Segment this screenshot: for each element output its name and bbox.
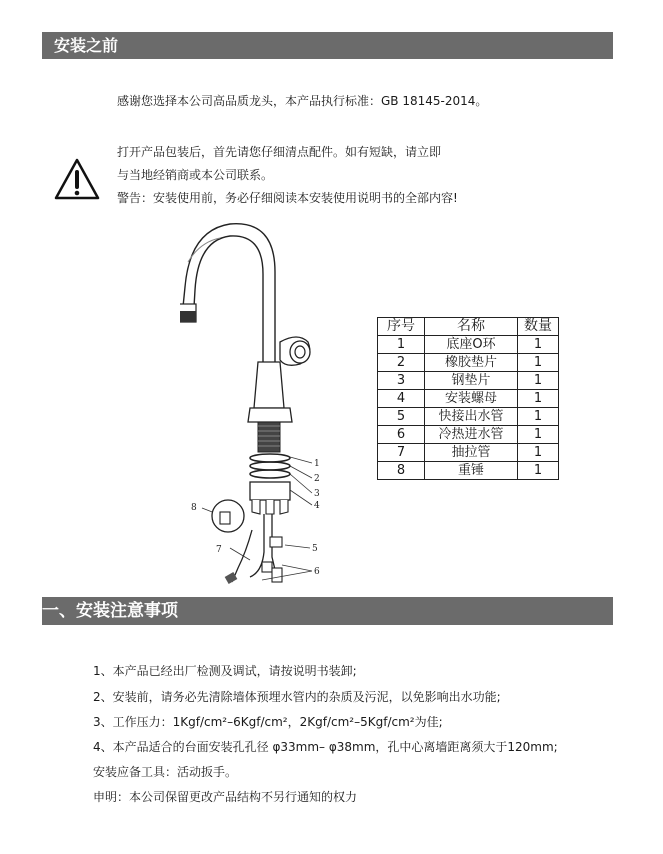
callout-3: 3 — [314, 489, 320, 499]
parts-table — [377, 317, 559, 480]
cell-qty: 1 — [518, 444, 559, 462]
callout-5: 5 — [312, 544, 318, 554]
cell-name: 底座O环 — [425, 336, 518, 354]
cell-name: 快接出水管 — [425, 408, 518, 426]
section-title: 一、安装注意事项 — [42, 601, 178, 621]
tools-note: 安装应备工具：活动扳手。 — [93, 765, 238, 779]
cell-qty: 1 — [518, 462, 559, 480]
section-title: 安装之前 — [54, 36, 119, 55]
disclaimer: 申明：本公司保留更改产品结构不另行通知的权力 — [93, 790, 358, 804]
callout-7: 7 — [216, 545, 222, 555]
callout-8: 8 — [191, 503, 197, 513]
callout-1: 1 — [314, 459, 320, 469]
table-header-row — [378, 318, 559, 336]
warning-triangle-icon — [54, 157, 100, 201]
cell-qty: 1 — [518, 354, 559, 372]
cell-name: 钢垫片 — [425, 372, 518, 390]
faucet-diagram — [180, 212, 330, 592]
section-header-install-notes — [42, 597, 613, 625]
cell-index: 6 — [378, 426, 425, 444]
table-row — [378, 354, 559, 372]
callout-6: 6 — [314, 567, 320, 577]
callout-4: 4 — [314, 501, 320, 511]
cell-name: 抽拉管 — [425, 444, 518, 462]
cell-index: 7 — [378, 444, 425, 462]
check-parts-line2: 与当地经销商或本公司联系。 — [117, 168, 274, 182]
cell-index: 8 — [378, 462, 425, 480]
section-header-before-install — [42, 32, 613, 59]
table-row — [378, 336, 559, 354]
cell-qty: 1 — [518, 372, 559, 390]
header-qty: 数量 — [518, 318, 559, 336]
cell-name: 安装螺母 — [425, 390, 518, 408]
cell-index: 4 — [378, 390, 425, 408]
check-parts-line1: 打开产品包装后，首先请您仔细清点配件。如有短缺，请立即 — [117, 145, 442, 159]
cell-index: 2 — [378, 354, 425, 372]
cell-qty: 1 — [518, 408, 559, 426]
table-row — [378, 390, 559, 408]
note-item: 1、本产品已经出厂检测及调试，请按说明书装卸; — [93, 664, 357, 678]
cell-index: 3 — [378, 372, 425, 390]
note-item: 4、本产品适合的台面安装孔孔径 φ33mm– φ38mm，孔中心离墙距离须大于120mm; — [93, 740, 558, 754]
note-item: 2、安装前，请务必先清除墙体预埋水管内的杂质及污泥，以免影响出水功能; — [93, 690, 501, 704]
cell-index: 1 — [378, 336, 425, 354]
cell-index: 5 — [378, 408, 425, 426]
callout-2: 2 — [314, 474, 320, 484]
table-row — [378, 408, 559, 426]
table-row — [378, 444, 559, 462]
intro-text: 感谢您选择本公司高品质龙头，本产品执行标准：GB 18145-2014。 — [117, 94, 488, 108]
table-row — [378, 462, 559, 480]
cell-qty: 1 — [518, 426, 559, 444]
cell-qty: 1 — [518, 336, 559, 354]
note-item: 3、工作压力：1Kgf/cm²–6Kgf/cm²，2Kgf/cm²–5Kgf/cm²为佳; — [93, 715, 443, 729]
header-index: 序号 — [378, 318, 425, 336]
cell-name: 重锤 — [425, 462, 518, 480]
table-row — [378, 372, 559, 390]
cell-name: 橡胶垫片 — [425, 354, 518, 372]
cell-name: 冷热进水管 — [425, 426, 518, 444]
cell-qty: 1 — [518, 390, 559, 408]
table-row — [378, 426, 559, 444]
header-name: 名称 — [425, 318, 518, 336]
warning-text: 警告：安装使用前，务必仔细阅读本安装使用说明书的全部内容! — [117, 191, 458, 205]
